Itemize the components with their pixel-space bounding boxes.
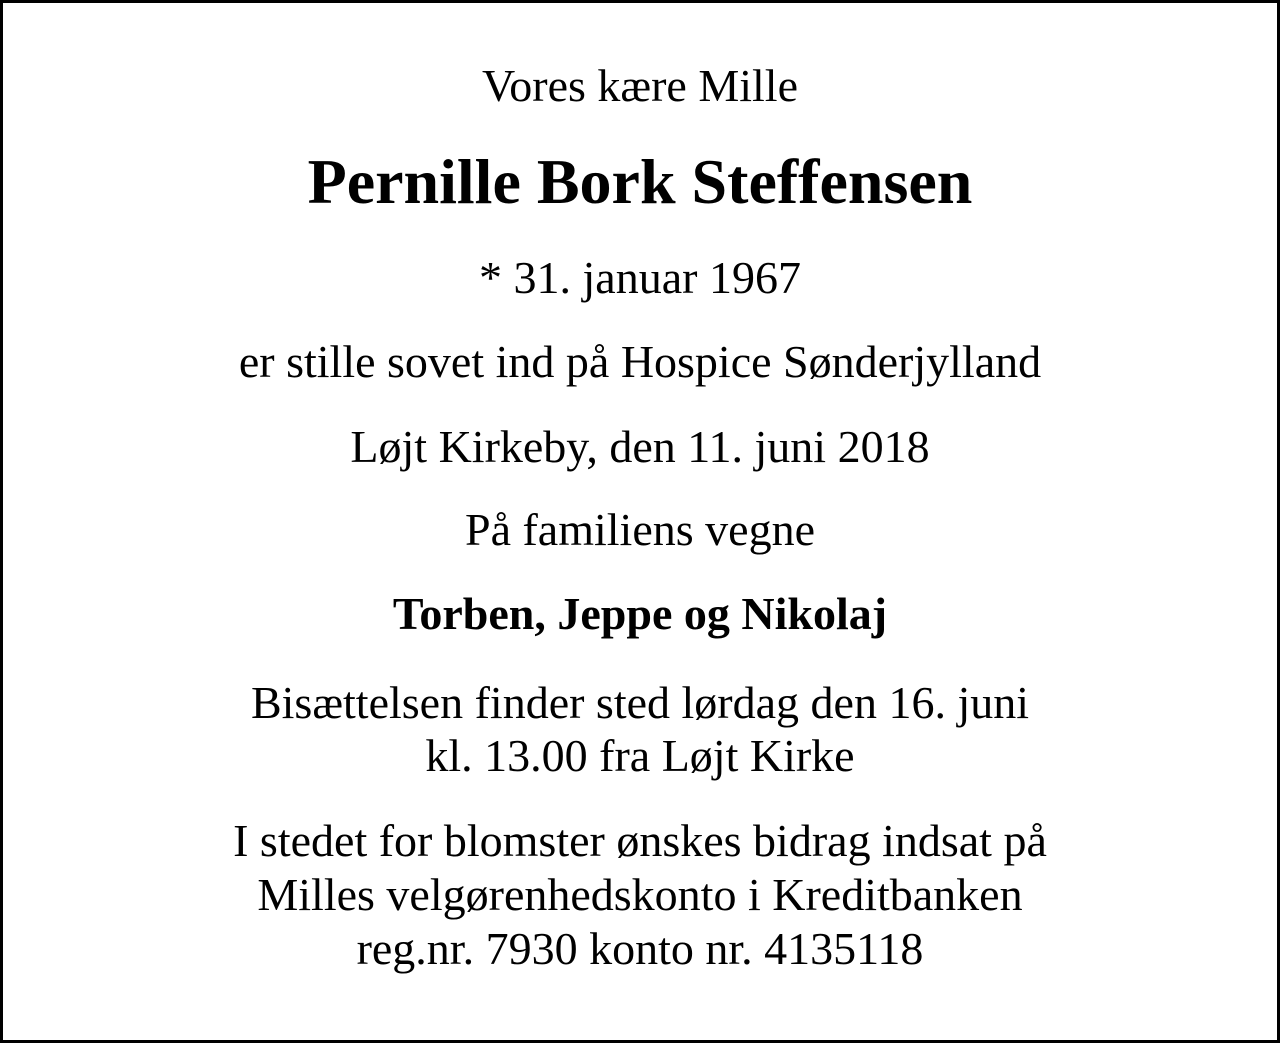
funeral-line: kl. 13.00 fra Løjt Kirke <box>425 730 855 781</box>
family-intro: På familiens vegne <box>464 504 815 555</box>
deceased-name: Pernille Bork Steffensen <box>307 146 973 217</box>
passing-statement: er stille sovet ind på Hospice Sønderjylland <box>238 336 1042 387</box>
donation-line: Milles velgørenhedskonto i Kreditbanken <box>257 869 1023 920</box>
funeral-info <box>3 676 1277 782</box>
family-names: Torben, Jeppe og Nikolaj <box>392 588 888 639</box>
donation-line: I stedet for blomster ønskes bidrag indsat på <box>233 815 1047 866</box>
place-and-date: Løjt Kirkeby, den 11. juni 2018 <box>350 421 930 472</box>
donation-line: reg.nr. 7930 konto nr. 4135118 <box>356 923 924 974</box>
birth-date: * 31. januar 1967 <box>479 252 801 303</box>
funeral-line: Bisættelsen finder sted lørdag den 16. juni <box>250 677 1030 728</box>
greeting: Vores kære Mille <box>481 60 798 111</box>
donation-info <box>3 814 1277 976</box>
